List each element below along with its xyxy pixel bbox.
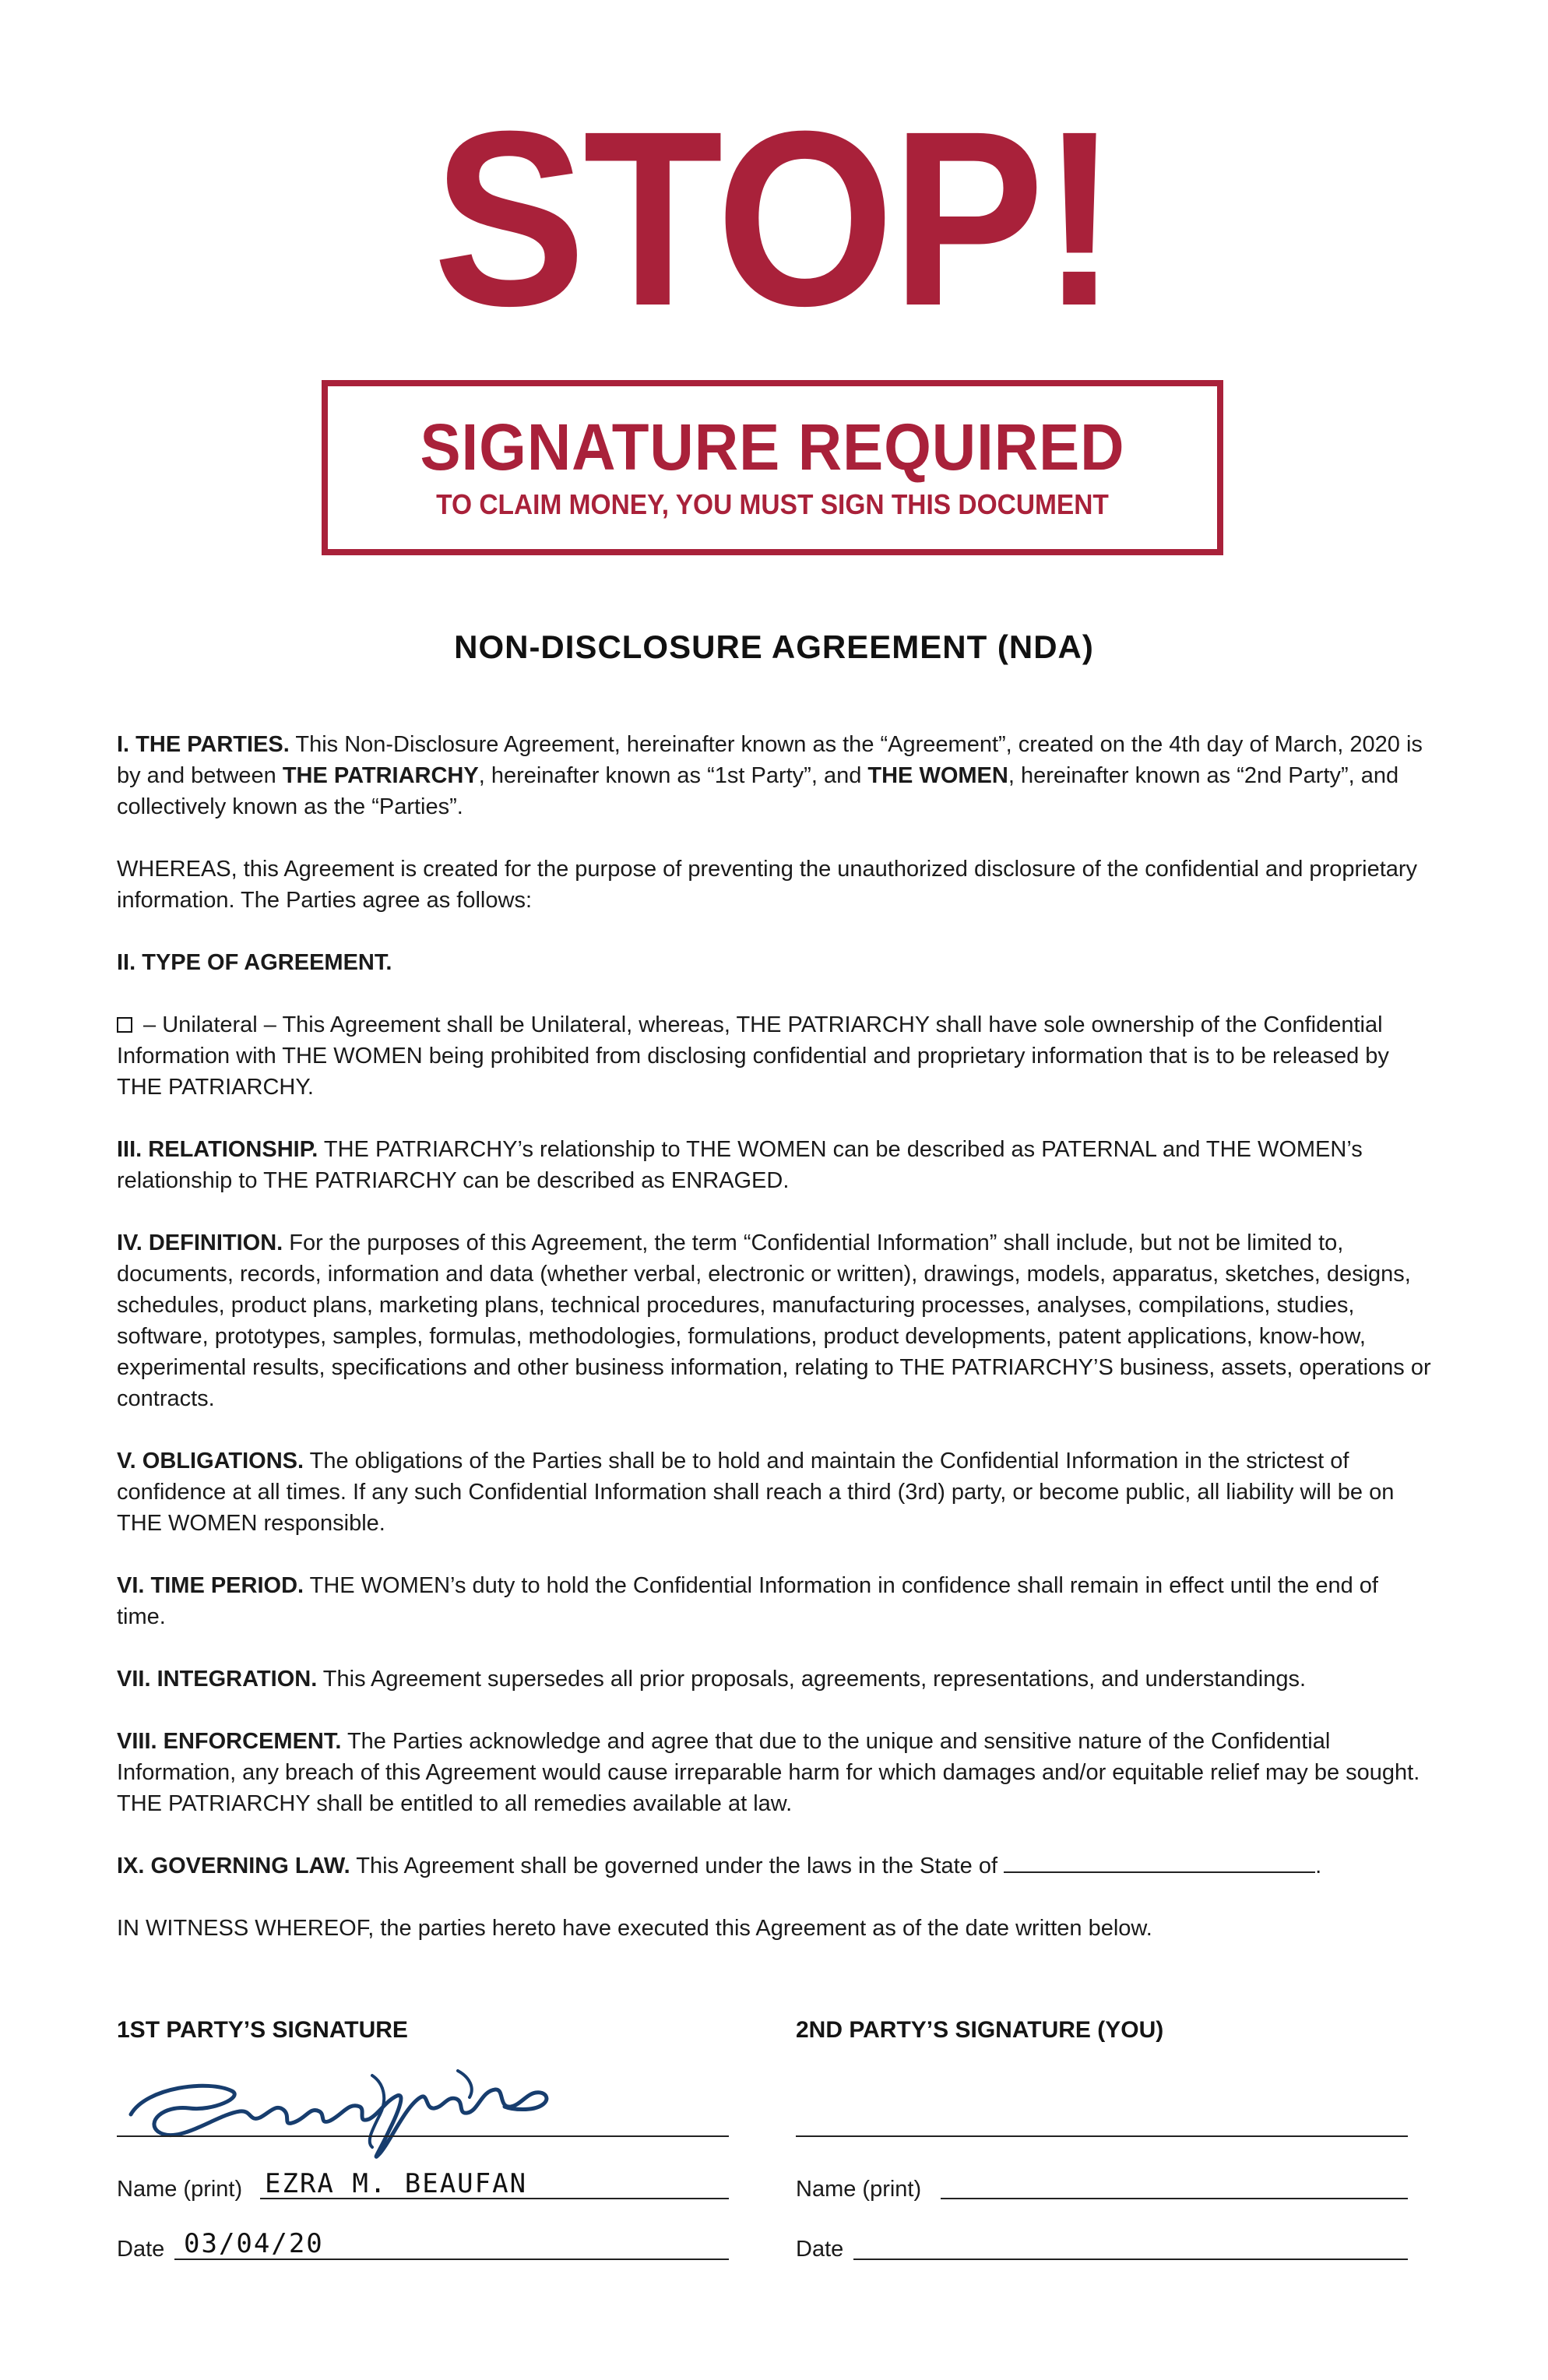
section-relationship bbox=[117, 1134, 1433, 1196]
first-signature-line bbox=[117, 2135, 729, 2137]
banner-title: SIGNATURE REQUIRED bbox=[420, 410, 1125, 484]
party-1-name: THE PATRIARCHY bbox=[282, 763, 479, 788]
first-date-label: Date bbox=[117, 2237, 165, 2262]
second-name-line[interactable] bbox=[941, 2198, 1408, 2199]
section-heading: VIII. ENFORCEMENT. bbox=[117, 1729, 342, 1754]
section-text: , hereinafter known as “1st Party”, and bbox=[478, 763, 868, 788]
section-time-period bbox=[117, 1570, 1433, 1632]
section-heading: III. RELATIONSHIP. bbox=[117, 1137, 318, 1162]
banner-subtitle: TO CLAIM MONEY, YOU MUST SIGN THIS DOCUMENT bbox=[436, 488, 1109, 520]
whereas-clause: WHEREAS, this Agreement is created for the purpose of preventing the unauthorized disclosure of the confidential and proprietary information. The Parties agree as follows: bbox=[117, 857, 1418, 913]
section-text: This Agreement supersedes all prior proposals, agreements, representations, and understandings. bbox=[317, 1667, 1307, 1692]
section-text: This Non-Disclosure Agreement, hereinafter known as the “Agreement”, created on the 4th day of March, 2020 is by and between bbox=[117, 732, 1423, 788]
first-name-line bbox=[260, 2198, 729, 2199]
section-heading: IX. GOVERNING LAW. bbox=[117, 1854, 350, 1878]
section-type bbox=[117, 947, 1433, 978]
section-text: This Agreement shall be governed under the laws in the State of bbox=[350, 1854, 1004, 1878]
section-heading: I. THE PARTIES. bbox=[117, 732, 290, 757]
section-text: . bbox=[1315, 1854, 1322, 1878]
section-heading: V. OBLIGATIONS. bbox=[117, 1449, 304, 1473]
section-heading: II. TYPE OF AGREEMENT. bbox=[117, 950, 392, 975]
first-name-value: EZRA M. BEAUFAN bbox=[265, 2168, 528, 2199]
second-date-line[interactable] bbox=[853, 2259, 1408, 2260]
first-name-label: Name (print) bbox=[117, 2177, 243, 2202]
second-party-signature-heading: 2ND PARTY’S SIGNATURE (YOU) bbox=[796, 2017, 1164, 2043]
first-date-line bbox=[174, 2259, 729, 2260]
section-text: THE PATRIARCHY’s relationship to THE WOMEN can be described as PATERNAL and THE WOMEN’s relationship to THE PATRIARCHY can be described as ENRAGED. bbox=[117, 1137, 1363, 1193]
section-heading: IV. DEFINITION. bbox=[117, 1230, 283, 1255]
stop-headline: STOP! bbox=[433, 79, 1115, 357]
type-unilateral bbox=[117, 1009, 1433, 1103]
second-signature-line[interactable] bbox=[796, 2135, 1408, 2137]
section-parties bbox=[117, 729, 1433, 822]
party-2-name: THE WOMEN bbox=[867, 763, 1008, 788]
signature-required-banner bbox=[322, 380, 1223, 555]
section-text: The obligations of the Parties shall be to hold and maintain the Confidential Information in the strictest of confidence at all times. If any such Confidential Information shall reach a third (3rd) party, or become public, all liability will be on THE WOMEN responsible. bbox=[117, 1449, 1395, 1536]
section-text: The Parties acknowledge and agree that due to the unique and sensitive nature of the Confidential Information, any breach of this Agreement would cause irreparable harm for which damages and/or equitable relief may be sought. THE PATRIARCHY shall be entitled to all remedies available at law. bbox=[117, 1729, 1420, 1816]
section-obligations bbox=[117, 1445, 1433, 1539]
document-title: NON-DISCLOSURE AGREEMENT (NDA) bbox=[454, 628, 1094, 665]
agreement-body bbox=[117, 729, 1433, 1975]
handwritten-signature bbox=[115, 2060, 582, 2169]
second-date-label: Date bbox=[796, 2237, 844, 2262]
second-name-label: Name (print) bbox=[796, 2177, 922, 2202]
section-governing-law bbox=[117, 1850, 1433, 1882]
section-text: , hereinafter known as “2nd Party”, and collectively known as the “Parties”. bbox=[117, 763, 1399, 819]
first-party-signature-heading: 1ST PARTY’S SIGNATURE bbox=[117, 2017, 408, 2043]
unilateral-checkbox[interactable] bbox=[117, 1017, 132, 1033]
section-heading: VI. TIME PERIOD. bbox=[117, 1573, 304, 1598]
section-text: THE WOMEN’s duty to hold the Confidential Information in confidence shall remain in effect until the end of time. bbox=[117, 1573, 1378, 1629]
witness-clause: IN WITNESS WHEREOF, the parties hereto have executed this Agreement as of the date written below. bbox=[117, 1916, 1152, 1941]
first-date-value: 03/04/20 bbox=[184, 2228, 324, 2259]
state-blank-field[interactable] bbox=[1004, 1851, 1315, 1873]
section-text: – Unilateral – This Agreement shall be Unilateral, whereas, THE PATRIARCHY shall have sole ownership of the Confidential Information with THE WOMEN being prohibited from disclosing confidential and proprietary information that is to be released by THE PATRIARCHY. bbox=[117, 1012, 1389, 1100]
section-integration bbox=[117, 1664, 1433, 1695]
section-heading: VII. INTEGRATION. bbox=[117, 1667, 318, 1692]
section-definition bbox=[117, 1227, 1433, 1414]
section-text: For the purposes of this Agreement, the term “Confidential Information” shall include, but not be limited to, documents, records, information and data (whether verbal, electronic or written), drawings, models, apparatus, sketches, designs, schedules, product plans, marketing plans, technical procedures, manufacturing processes, analyses, compilations, studies, software, prototypes, samples, formulas, methodologies, formulations, product developments, patent applications, know-how, experimental results, specifications and other business information, relating to THE PATRIARCHY’S business, assets, operations or contracts. bbox=[117, 1230, 1431, 1411]
section-enforcement bbox=[117, 1726, 1433, 1819]
